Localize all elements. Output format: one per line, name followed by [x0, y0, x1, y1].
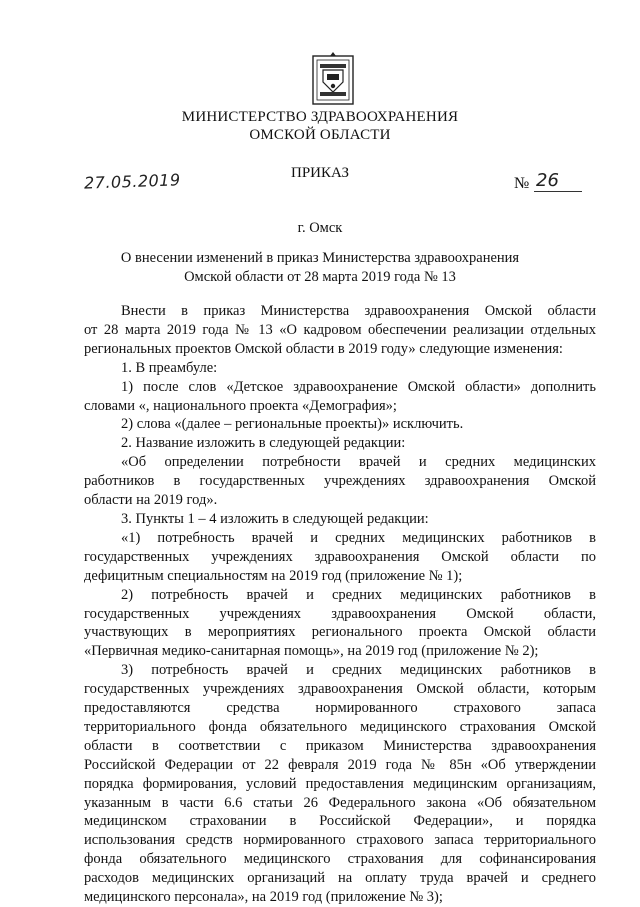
body-line: «Первичная медико-санитарная помощь», на 2019 год (приложение № 2);: [84, 643, 539, 660]
document-type: ПРИКАЗ: [291, 165, 349, 181]
body-line: 2) потребность врачей и средних медицинских работников в: [121, 586, 596, 603]
body-line: 1) после слов «Детское здравоохранение Омской области» дополнить: [121, 378, 596, 395]
body-line: 3. Пункты 1 – 4 изложить в следующей редакции:: [121, 510, 429, 527]
body-line: медицинского персонала», на 2019 год (приложение № 3);: [84, 889, 443, 906]
body-line: 1. В преамбуле:: [121, 359, 218, 376]
body-line: расходов медицинских организаций на оплату труда врачей и среднего: [84, 870, 596, 887]
document-body: [84, 302, 596, 907]
body-line: области в соответствии с приказом Министерства здравоохранения: [84, 737, 596, 754]
body-line: территориального фонда обязательного медицинского страхования Омской: [84, 718, 596, 735]
coat-of-arms-icon: [311, 52, 355, 106]
body-line: указанным в части 6.6 статьи 26 Федерального закона «Об обязательном: [84, 794, 596, 811]
body-line: государственных учреждениях здравоохранения Омской области, которым: [84, 681, 596, 698]
subject-line-2: Омской области от 28 марта 2019 года № 13: [184, 269, 456, 285]
body-line: региональных проектов Омской области в 2019 году» следующие изменения:: [84, 340, 563, 357]
body-line: предоставляются средства нормированного страхового запаса: [84, 700, 596, 717]
body-line: словами «, национального проекта «Демография»;: [84, 397, 397, 414]
body-line: государственных учреждениях здравоохранения Омской области,: [84, 605, 596, 622]
body-line: «1) потребность врачей и средних медицинских работников в: [121, 529, 596, 546]
number-underline: [534, 191, 582, 192]
body-line: государственных учреждениях здравоохранения Омской области по: [84, 548, 596, 565]
body-line: фонда обязательного медицинского страхования для софинансирования: [84, 851, 596, 868]
body-line: 3) потребность врачей и средних медицинских работников в: [121, 662, 596, 679]
body-line: «Об определении потребности врачей и средних медицинских: [121, 454, 596, 471]
body-line: Российской Федерации от 22 февраля 2019 года № 85н «Об утверждении: [84, 756, 596, 773]
body-line: от 28 марта 2019 года № 13 «О кадровом обеспечении реализации отдельных: [84, 321, 596, 338]
body-line: использования средств нормированного страхового запаса территориального: [84, 832, 596, 849]
body-line: области на 2019 год».: [84, 492, 218, 509]
body-line: работников в государственных учреждениях здравоохранения Омской: [84, 473, 596, 490]
body-line: дефицитным специальностям на 2019 год (приложение № 1);: [84, 567, 463, 584]
order-number: [514, 172, 584, 194]
body-line: 2. Название изложить в следующей редакции:: [121, 435, 406, 452]
handwritten-number: 26: [536, 170, 559, 191]
body-line: порядка формирования, условий предоставления медицинским организациям,: [84, 775, 596, 792]
subject-line-1: О внесении изменений в приказ Министерства здравоохранения: [120, 250, 520, 266]
body-line: участвующих в мероприятиях регионального проекта Омской области: [84, 624, 596, 641]
city: г. Омск: [297, 220, 343, 236]
body-line: медицинском страховании в Российской Федерации», и порядка: [84, 813, 596, 830]
body-line: 2) слова «(далее – региональные проекты)» исключить.: [121, 416, 464, 433]
number-sign: №: [514, 175, 530, 192]
ministry-name-line-2: ОМСКОЙ ОБЛАСТИ: [249, 127, 391, 143]
body-line: Внести в приказ Министерства здравоохранения Омской области: [121, 303, 596, 319]
handwritten-date: 27.05.2019: [83, 170, 181, 193]
ministry-name-line-1: МИНИСТЕРСТВО ЗДРАВООХРАНЕНИЯ: [181, 109, 459, 125]
